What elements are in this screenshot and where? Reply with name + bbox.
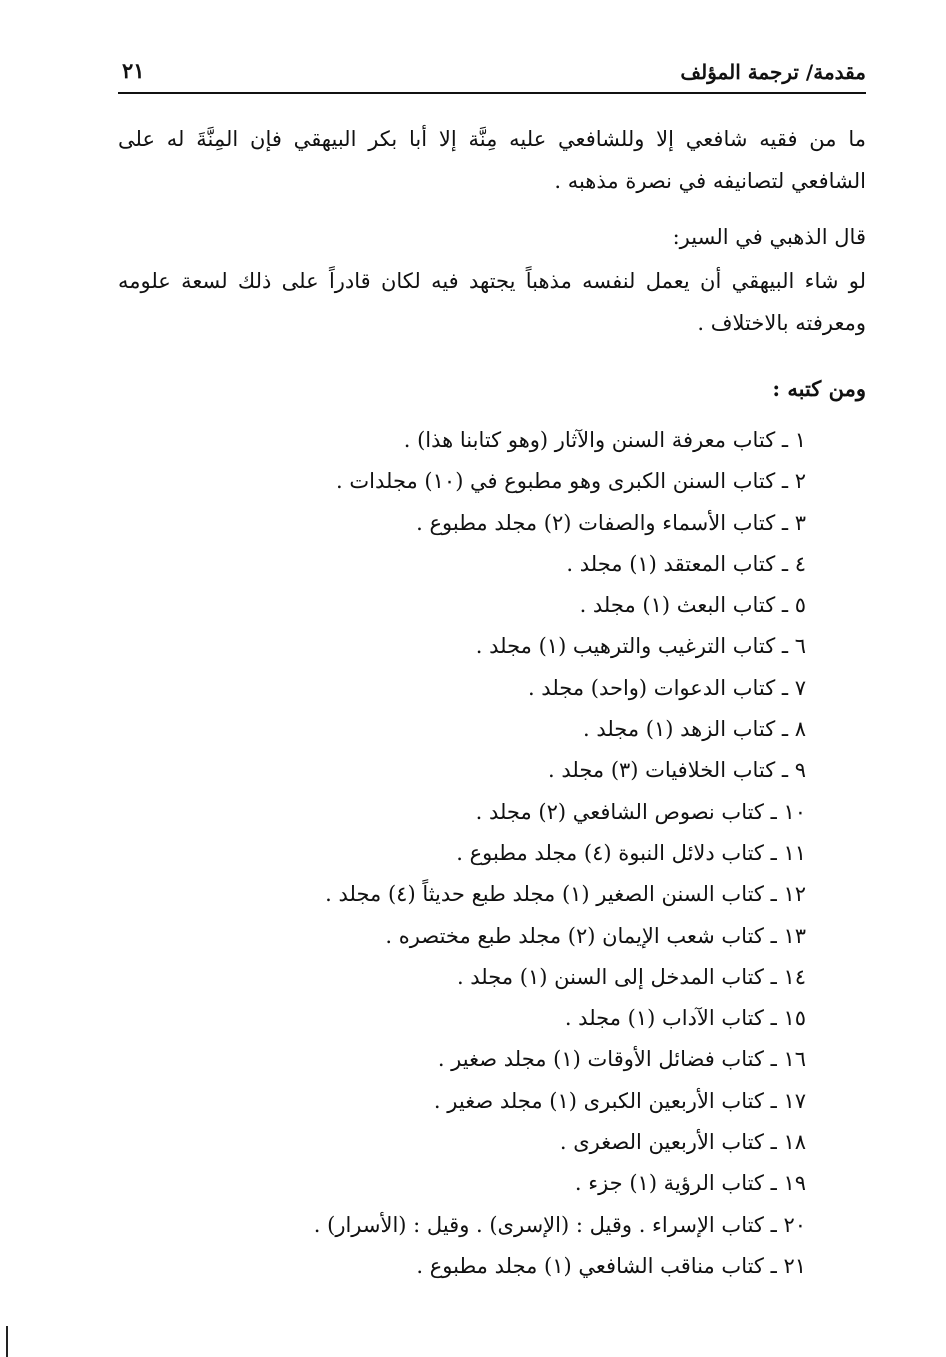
books-heading: ومن كتبه : [772, 376, 866, 401]
book-item-1: ١ ـ كتاب معرفة السنن والآثار (وهو كتابنا هذا) . [403, 428, 806, 452]
running-header [118, 56, 866, 92]
scan-margin-mark [6, 1326, 8, 1357]
book-item-5: ٥ ـ كتاب البعث (١) مجلد . [579, 593, 806, 618]
book-item-3: ٣ ـ كتاب الأسماء والصفات (٢) مجلد مطبوع . [416, 510, 806, 535]
header-rule [118, 92, 866, 94]
book-item-8: ٨ ـ كتاب الزهد (١) مجلد . [582, 717, 806, 742]
book-item-4: ٤ ـ كتاب المعتقد (١) مجلد . [566, 551, 806, 576]
book-item-19: ١٩ ـ كتاب الرؤية (١) جزء . [574, 1171, 806, 1196]
paragraph-dhahabi-quote: لو شاء البيهقي أن يعمل لنفسه مذهباً يجتهد فيه لكان قادراً على ذلك لسعة علومه ومعرفته بالاختلاف . [118, 269, 866, 335]
books-list [106, 420, 806, 1287]
book-item-2: ٢ ـ كتاب السنن الكبرى وهو مطبوع في (١٠) مجلدات . [336, 469, 806, 494]
book-item-9: ٩ ـ كتاب الخلافيات (٣) مجلد . [548, 758, 806, 783]
book-item-14: ١٤ ـ كتاب المدخل إلى السنن (١) مجلد . [456, 964, 806, 989]
header-title: مقدمة/ ترجمة المؤلف [680, 60, 866, 84]
book-item-17: ١٧ ـ كتاب الأربعين الكبرى (١) مجلد صغير . [433, 1088, 806, 1113]
page-number: ٢١ [122, 58, 145, 83]
book-item-6: ٦ ـ كتاب الترغيب والترهيب (١) مجلد . [475, 634, 806, 659]
book-item-20: ٢٠ ـ كتاب الإسراء . وقيل : (الإسرى) . وقيل : (الأسرار) . [313, 1212, 806, 1237]
paragraph-bayhaqi-merit: ما من فقيه شافعي إلا وللشافعي عليه مِنَّة إلا أبا بكر البيهقي فإن المِنَّةَ له على الشافعي لتصانيفه في نصرة مذهبه . [118, 127, 866, 193]
paragraph-dhahabi-intro: قال الذهبي في السير: [672, 225, 866, 249]
book-item-16: ١٦ ـ كتاب فضائل الأوقات (١) مجلد صغير . [437, 1047, 806, 1072]
book-item-15: ١٥ ـ كتاب الآداب (١) مجلد . [564, 1006, 806, 1031]
book-item-18: ١٨ ـ كتاب الأربعين الصغرى . [559, 1130, 806, 1155]
book-item-21: ٢١ ـ كتاب مناقب الشافعي (١) مجلد مطبوع . [416, 1253, 806, 1278]
book-item-13: ١٣ ـ كتاب شعب الإيمان (٢) مجلد طبع مختصره . [385, 923, 806, 948]
book-item-11: ١١ ـ كتاب دلائل النبوة (٤) مجلد مطبوع . [456, 840, 806, 865]
book-item-12: ١٢ ـ كتاب السنن الصغير (١) مجلد طبع حديثاً (٤) مجلد . [325, 882, 806, 907]
book-item-7: ٧ ـ كتاب الدعوات (واحد) مجلد . [527, 675, 806, 700]
book-item-10: ١٠ ـ كتاب نصوص الشافعي (٢) مجلد . [475, 799, 806, 824]
